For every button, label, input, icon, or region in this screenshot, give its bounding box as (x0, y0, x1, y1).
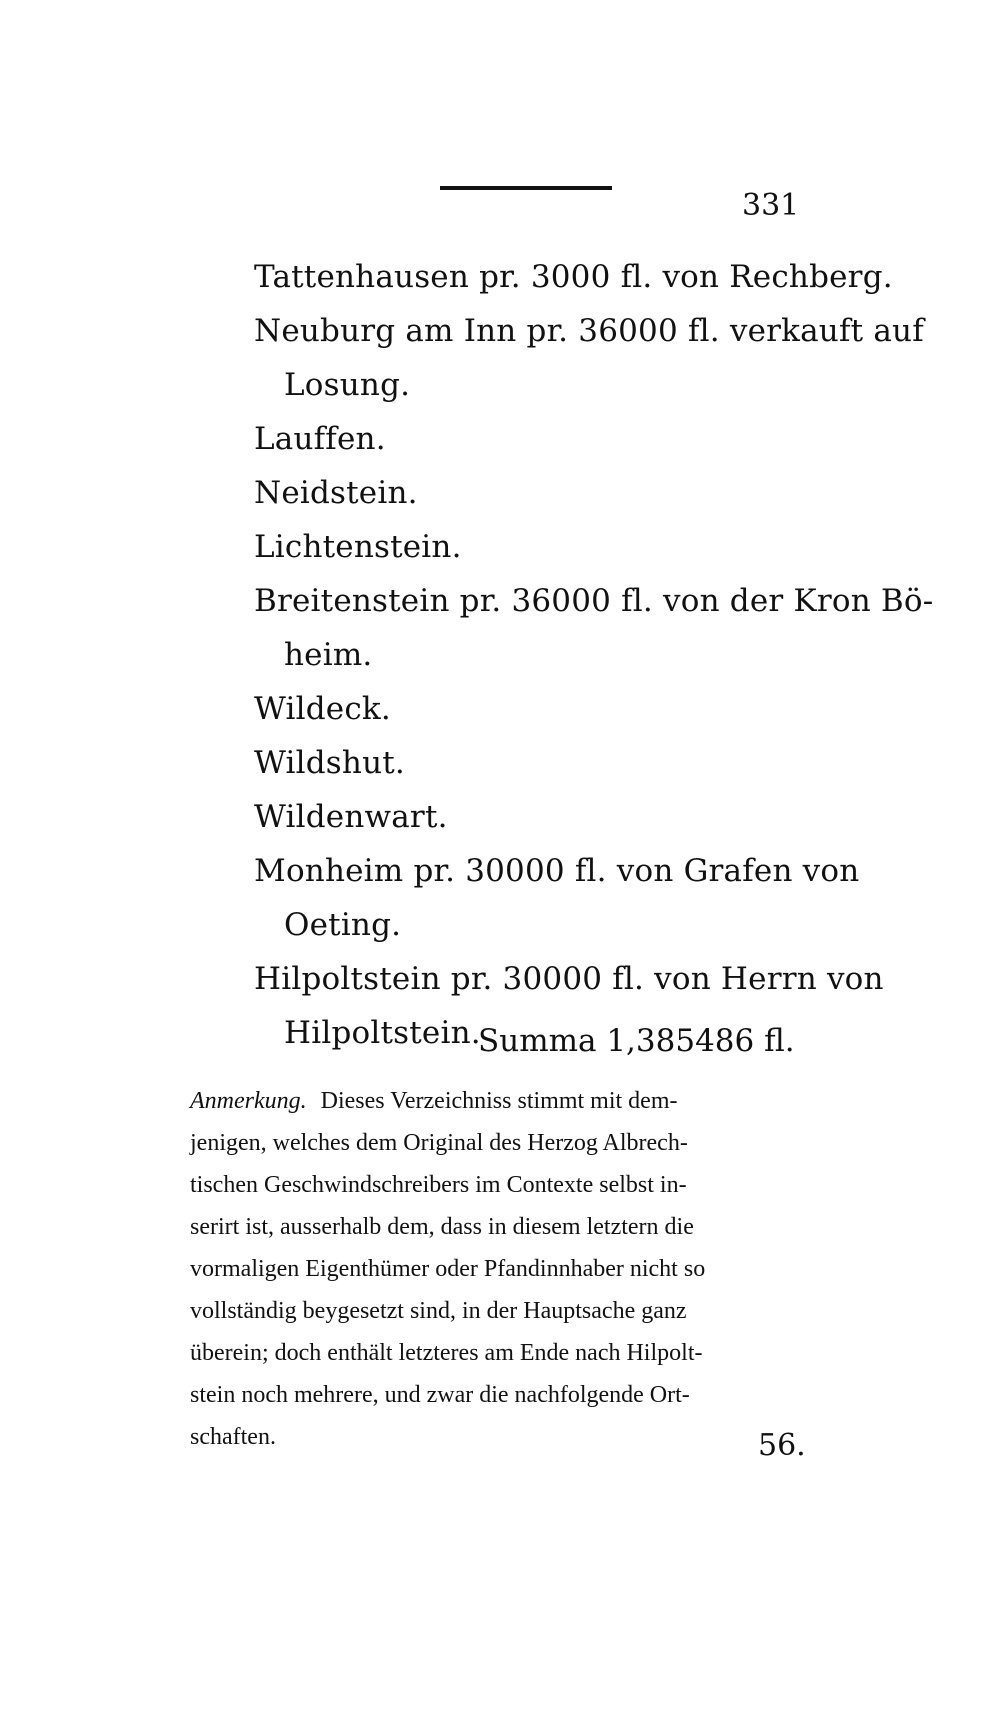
annotation-line (190, 1080, 858, 1122)
list-item (254, 844, 874, 952)
annotation-line: vormaligen Eigenthümer oder Pfandinnhaber nicht so (190, 1256, 706, 1282)
list-item (254, 412, 874, 466)
list-item (254, 736, 874, 790)
annotation-line: schaften. (190, 1424, 276, 1450)
annotation-line: vollständig beygesetzt sind, in der Hauptsache ganz (190, 1298, 687, 1324)
annotation-line: jenigen, welches dem Original des Herzog Albrech- (190, 1130, 688, 1156)
entry-line: Lichtenstein. (254, 529, 462, 565)
entry-line: Wildshut. (254, 745, 405, 781)
list-item (254, 520, 874, 574)
entry-continuation: Oeting. (284, 907, 402, 943)
list-item (254, 250, 893, 304)
annotation-text: Dieses Verzeichniss stimmt mit dem- (320, 1088, 678, 1114)
entry-line: Breitenstein pr. 36000 fl. von der Kron Bö- (254, 583, 934, 619)
annotation-line: tischen Geschwindschreibers im Contexte selbst in- (190, 1172, 687, 1198)
entry-continuation: Losung. (284, 367, 411, 403)
catchword: 56. (758, 1428, 806, 1463)
header-rule (440, 186, 612, 190)
annotation-paragraph (190, 1080, 858, 1458)
entry-line: Wildeck. (254, 691, 391, 727)
entry-line: Neidstein. (254, 475, 418, 511)
annotation-line: serirt ist, ausserhalb dem, dass in diesem letztern die (190, 1214, 694, 1240)
entry-line: Lauffen. (254, 421, 386, 457)
summa-total: Summa 1,385486 fl. (478, 1023, 795, 1059)
list-item (254, 574, 934, 682)
list-item (254, 682, 874, 736)
entry-line: Hilpoltstein pr. 30000 fl. von Herrn von (254, 961, 884, 997)
list-item (254, 790, 874, 844)
entry-line: Wildenwart. (254, 799, 448, 835)
entry-continuation: Hilpoltstein. (284, 1015, 481, 1051)
entry-line: Tattenhausen pr. 3000 fl. von Rechberg. (254, 259, 893, 295)
entry-line: Monheim pr. 30000 fl. von Grafen von (254, 853, 860, 889)
list-item (254, 304, 924, 412)
list-item (254, 466, 874, 520)
entry-line: Neuburg am Inn pr. 36000 fl. verkauft auf (254, 313, 924, 349)
annotation-line: stein noch mehrere, und zwar die nachfolgende Ort- (190, 1382, 690, 1408)
annotation-term: Anmerkung. (190, 1088, 307, 1114)
page-number: 331 (742, 188, 800, 223)
annotation-line: überein; doch enthält letzteres am Ende nach Hilpolt- (190, 1340, 703, 1366)
entry-continuation: heim. (284, 637, 373, 673)
place-list (254, 250, 934, 1060)
